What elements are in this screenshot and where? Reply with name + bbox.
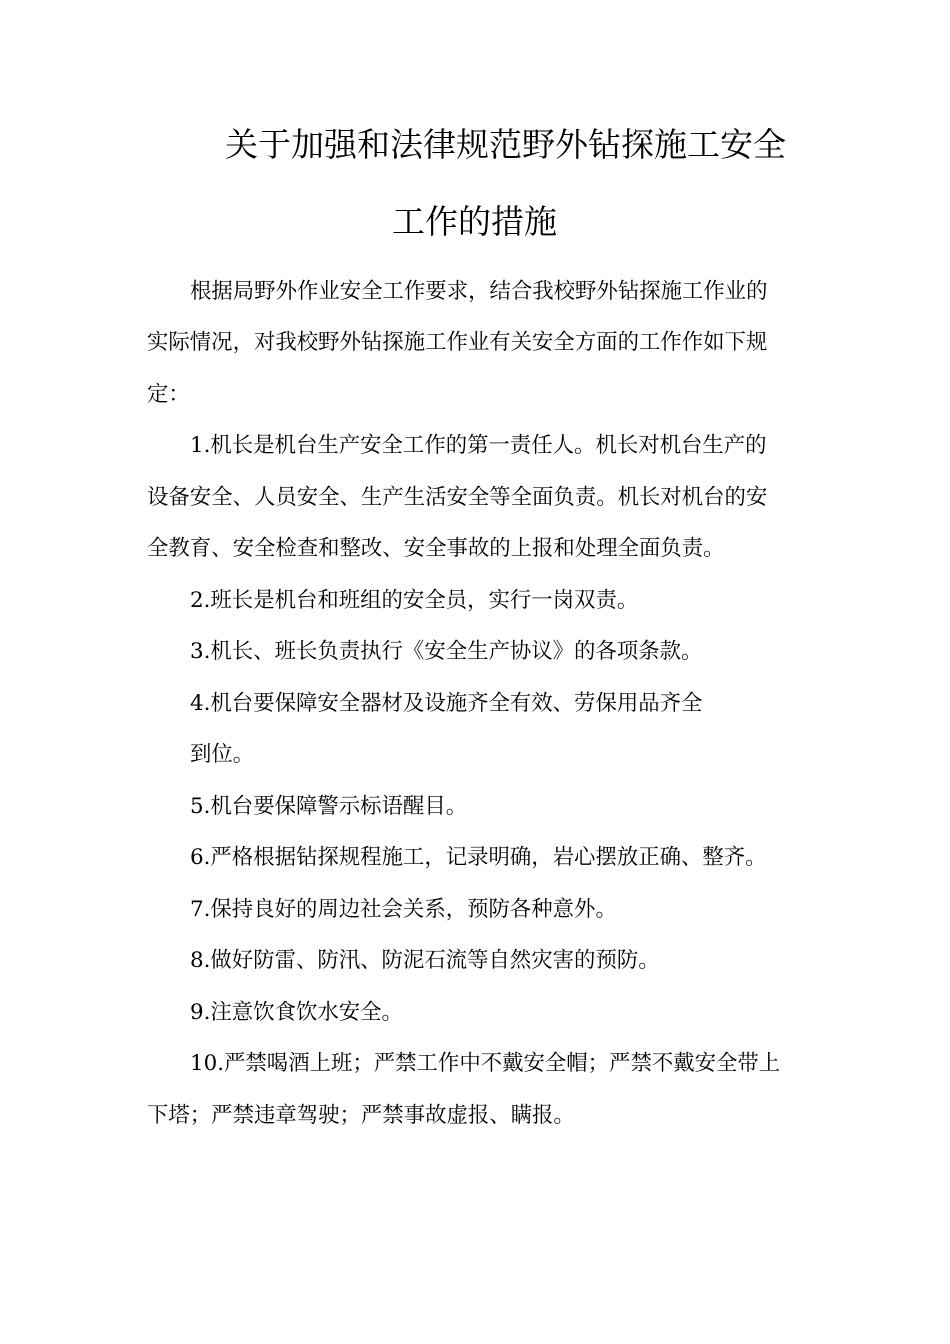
item-1-line-2: 设备安全、人员安全、生产生活安全等全面负责。机长对机台的安	[147, 485, 768, 510]
item-1-line-1: 1.机长是机台生产安全工作的第一责任人。机长对机台生产的	[190, 433, 767, 458]
document-title-line-2: 工作的措施	[392, 202, 557, 241]
item-5: 5.机台要保障警示标语醒目。	[190, 794, 468, 819]
item-1-line-3: 全教育、安全检查和整改、安全事故的上报和处理全面负责。	[147, 536, 725, 561]
document-title-line-1: 关于加强和法律规范野外钻探施工安全	[225, 125, 786, 164]
item-10-line-2: 下塔；严禁违章驾驶；严禁事故虚报、瞒报。	[147, 1103, 575, 1128]
item-2: 2.班长是机台和班组的安全员，实行一岗双责。	[190, 588, 639, 613]
item-10-line-1: 10.严禁喝酒上班；严禁工作中不戴安全帽；严禁不戴安全带上	[190, 1051, 781, 1076]
item-8: 8.做好防雷、防汛、防泥石流等自然灾害的预防。	[190, 948, 660, 973]
intro-line-1: 根据局野外作业安全工作要求，结合我校野外钻探施工作业的	[190, 279, 768, 304]
item-3: 3.机长、班长负责执行《安全生产协议》的各项条款。	[190, 639, 703, 664]
item-4-line-2: 到位。	[190, 742, 255, 767]
intro-line-3: 定：	[147, 382, 190, 407]
intro-line-2: 实际情况，对我校野外钻探施工作业有关安全方面的工作作如下规	[147, 330, 768, 355]
item-6: 6.严格根据钻探规程施工，记录明确，岩心摆放正确、整齐。	[190, 845, 767, 870]
item-7: 7.保持良好的周边社会关系，预防各种意外。	[190, 897, 617, 922]
item-9: 9.注意饮食饮水安全。	[190, 1000, 403, 1025]
item-4-line-1: 4.机台要保障安全器材及设施齐全有效、劳保用品齐全	[190, 691, 703, 716]
